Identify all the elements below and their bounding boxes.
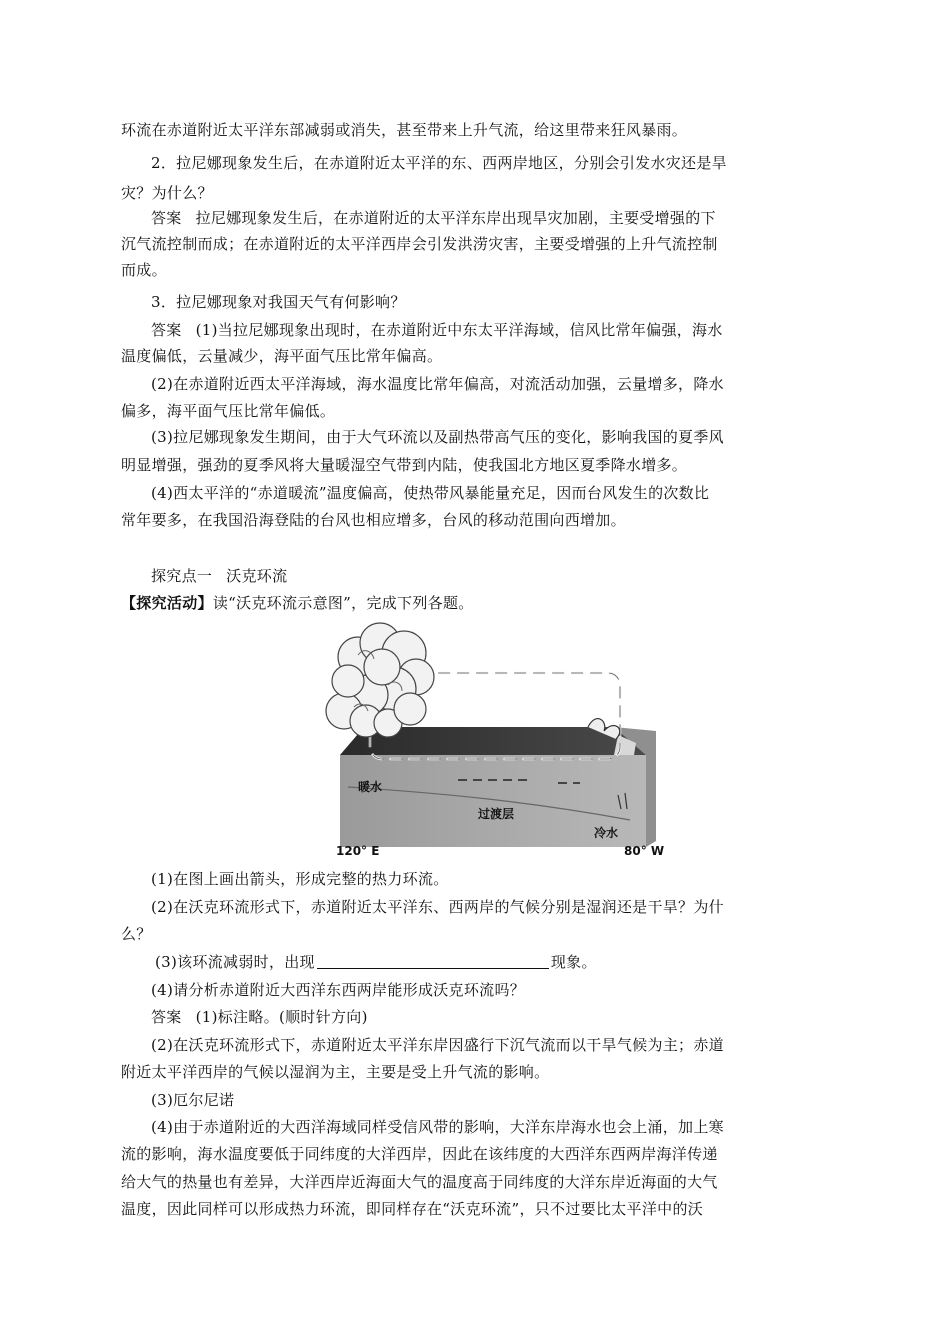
answer-3 xyxy=(151,320,723,340)
text-line: 沉气流控制而成；在赤道附近的太平洋西岸会引发洪涝灾害，主要受增强的上升气流控制 xyxy=(121,235,718,253)
section-label: 探究点一 xyxy=(151,567,213,585)
answer-text: (1)当拉尼娜现象出现时，在赤道附近中东太平洋海域，信风比常年偏强，海水 xyxy=(195,321,723,339)
text-line: (3)厄尔尼诺 xyxy=(151,1091,235,1109)
text-line: 常年要多，在我国沿海登陆的台风也相应增多，台风的移动范围向西增加。 xyxy=(121,511,626,529)
answer-text: 拉尼娜现象发生后，在赤道附近的太平洋东岸出现旱灾加剧，主要受增强的下 xyxy=(195,209,716,227)
text-line: 而成。 xyxy=(121,261,167,279)
question-2: (2)在沃克环流形式下，赤道附近太平洋东、西两岸的气候分别是湿润还是干旱？为什 xyxy=(151,898,724,916)
text-line: 温度偏低，云量减少，海平面气压比常年偏高。 xyxy=(121,347,443,365)
text-line: 流的影响，海水温度要低于同纬度的大洋西岸，因此在该纬度的大西洋东西两岸海洋传递 xyxy=(121,1145,718,1163)
answer-blank[interactable] xyxy=(317,954,549,969)
section-heading xyxy=(151,566,287,586)
text-line: (3)拉尼娜现象发生期间，由于大气环流以及副热带高气压的变化，影响我国的夏季风 xyxy=(151,428,724,446)
diagram-svg xyxy=(318,615,670,860)
label-cold-water: 冷水 xyxy=(594,826,619,840)
text-line: (4)西太平洋的“赤道暖流”温度偏高，使热带风暴能量充足，因而台风发生的次数比 xyxy=(151,484,710,502)
question-text: (3)该环流减弱时，出现 xyxy=(155,953,315,971)
text-line: 灾？为什么？ xyxy=(121,184,213,202)
answer-block xyxy=(151,1007,368,1027)
activity-label: 【探究活动】 xyxy=(121,594,213,612)
text-line: 么？ xyxy=(121,925,152,943)
question-3: 3．拉尼娜现象对我国天气有何影响？ xyxy=(151,293,406,311)
answer-label: 答案 xyxy=(151,209,182,227)
question-3 xyxy=(155,952,597,972)
section-title: 沃克环流 xyxy=(226,567,288,585)
question-text-end: 现象。 xyxy=(550,953,597,971)
answer-label: 答案 xyxy=(151,321,182,339)
text-line: 明显增强，强劲的夏季风将大量暖湿空气带到内陆，使我国北方地区夏季降水增多。 xyxy=(121,456,688,474)
question-4: (4)请分析赤道附近大西洋东西两岸能形成沃克环流吗？ xyxy=(151,981,526,999)
text-line: (4)由于赤道附近的大西洋海域同样受信风带的影响，大洋东岸海水也会上涌，加上寒 xyxy=(151,1118,724,1136)
activity-prompt xyxy=(121,593,474,613)
label-warm-water: 暖水 xyxy=(358,780,383,794)
label-longitude-east: 80° W xyxy=(624,844,665,858)
question-1: (1)在图上画出箭头，形成完整的热力环流。 xyxy=(151,870,449,888)
activity-text: 读“沃克环流示意图”，完成下列各题。 xyxy=(212,594,474,612)
text-line: 温度，因此同样可以形成热力环流，即同样存在“沃克环流”，只不过要比太平洋中的沃 xyxy=(121,1200,704,1218)
walker-circulation-diagram xyxy=(318,615,670,860)
answer-text: (1)标注略。(顺时针方向) xyxy=(195,1008,368,1026)
label-transition-layer: 过渡层 xyxy=(478,807,515,821)
question-2: 2．拉尼娜现象发生后，在赤道附近太平洋的东、西两岸地区，分别会引发水灾还是旱 xyxy=(151,154,727,172)
text-line: 环流在赤道附近太平洋东部减弱或消失，甚至带来上升气流，给这里带来狂风暴雨。 xyxy=(121,121,688,139)
answer-2 xyxy=(151,208,716,228)
label-longitude-west: 120° E xyxy=(336,844,380,858)
text-line: 偏多，海平面气压比常年偏低。 xyxy=(121,402,336,420)
text-line: (2)在赤道附近西太平洋海域，海水温度比常年偏高，对流活动加强，云量增多，降水 xyxy=(151,375,724,393)
answer-label: 答案 xyxy=(151,1008,182,1026)
text-line: 附近太平洋西岸的气候以湿润为主，主要是受上升气流的影响。 xyxy=(121,1063,550,1081)
cumulus-cloud xyxy=(326,623,434,737)
text-line: 给大气的热量也有差异，大洋西岸近海面大气的温度高于同纬度的大洋东岸近海面的大气 xyxy=(121,1173,718,1191)
text-line: (2)在沃克环流形式下，赤道附近太平洋东岸因盛行下沉气流而以干旱气候为主；赤道 xyxy=(151,1036,724,1054)
